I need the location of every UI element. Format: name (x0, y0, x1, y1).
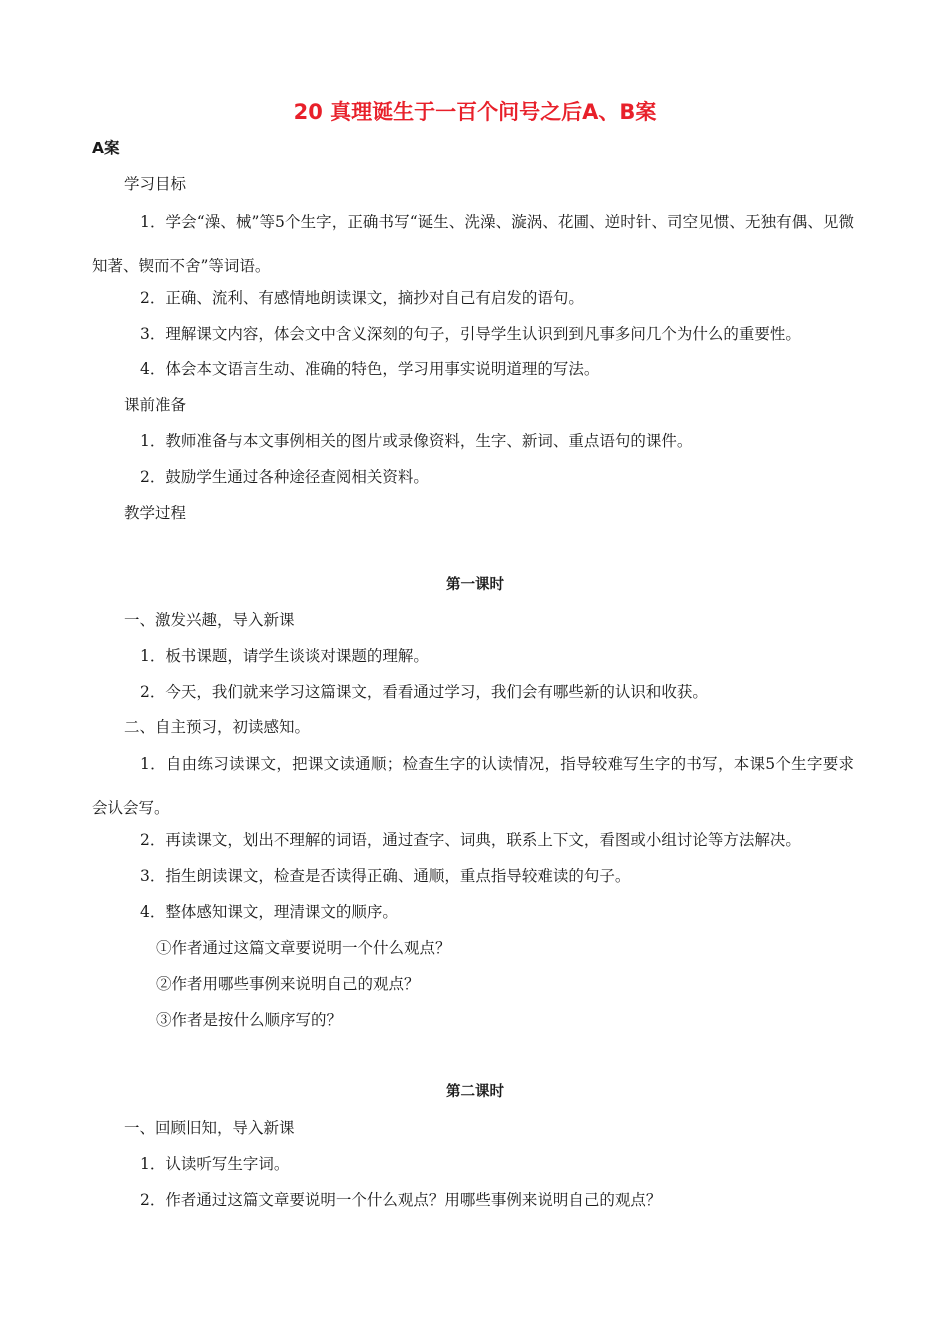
lesson1-part2-title: 二、自主预习，初读感知。 (124, 718, 311, 736)
prep-heading: 课前准备 (124, 396, 187, 414)
lesson2-part1-title: 一、回顾旧知，导入新课 (124, 1119, 295, 1137)
process-heading: 教学过程 (124, 504, 187, 522)
goal-item: 3．理解课文内容，体会文中含义深刻的句子，引导学生认识到到凡事多问几个为什么的重要性。 (140, 325, 801, 343)
lesson2-part1-item: 1．认读听写生字词。 (140, 1155, 290, 1173)
prep-item: 2．鼓励学生通过各种途径查阅相关资料。 (140, 468, 429, 486)
plan-label: A案 (92, 139, 120, 157)
goals-heading: 学习目标 (124, 175, 187, 193)
lesson2-part1-item: 2．作者通过这篇文章要说明一个什么观点？用哪些事例来说明自己的观点？ (140, 1191, 662, 1209)
goal-item: 4．体会本文语言生动、准确的特色，学习用事实说明道理的写法。 (140, 360, 600, 378)
lesson1-part2-item: 2．再读课文，划出不理解的词语，通过查字、词典，联系上下文，看图或小组讨论等方法解决。 (140, 831, 801, 849)
lesson1-question: ③作者是按什么顺序写的？ (156, 1011, 343, 1029)
lesson1-question: ①作者通过这篇文章要说明一个什么观点？ (156, 939, 451, 957)
document-title: 20 真理诞生于一百个问号之后A、B案 (293, 100, 657, 124)
lesson1-heading: 第一课时 (446, 577, 504, 593)
lesson1-part1-title: 一、激发兴趣，导入新课 (124, 611, 295, 629)
lesson2-heading: 第二课时 (446, 1084, 504, 1100)
lesson1-part2-item: 1．自由练习读课文，把课文读通顺；检查生字的认读情况，指导较难写生字的书写，本课5个生字要求会认会写。 (92, 755, 854, 817)
lesson1-part1-item: 2．今天，我们就来学习这篇课文，看看通过学习，我们会有哪些新的认识和收获。 (140, 683, 708, 701)
lesson1-question: ②作者用哪些事例来说明自己的观点？ (156, 975, 420, 993)
goal-item: 2．正确、流利、有感情地朗读课文，摘抄对自己有启发的语句。 (140, 289, 584, 307)
lesson1-part1-item: 1．板书课题，请学生谈谈对课题的理解。 (140, 647, 429, 665)
prep-item: 1．教师准备与本文事例相关的图片或录像资料，生字、新词、重点语句的课件。 (140, 432, 693, 450)
goal-item: 1．学会“澡、械”等5个生字，正确书写“诞生、洗澡、漩涡、花圃、逆时针、司空见惯、无独有偶、见微知著、锲而不舍”等词语。 (92, 213, 854, 275)
lesson1-part2-item: 3．指生朗读课文，检查是否读得正确、通顺，重点指导较难读的句子。 (140, 867, 631, 885)
lesson1-part2-item: 4．整体感知课文，理清课文的顺序。 (140, 903, 398, 921)
